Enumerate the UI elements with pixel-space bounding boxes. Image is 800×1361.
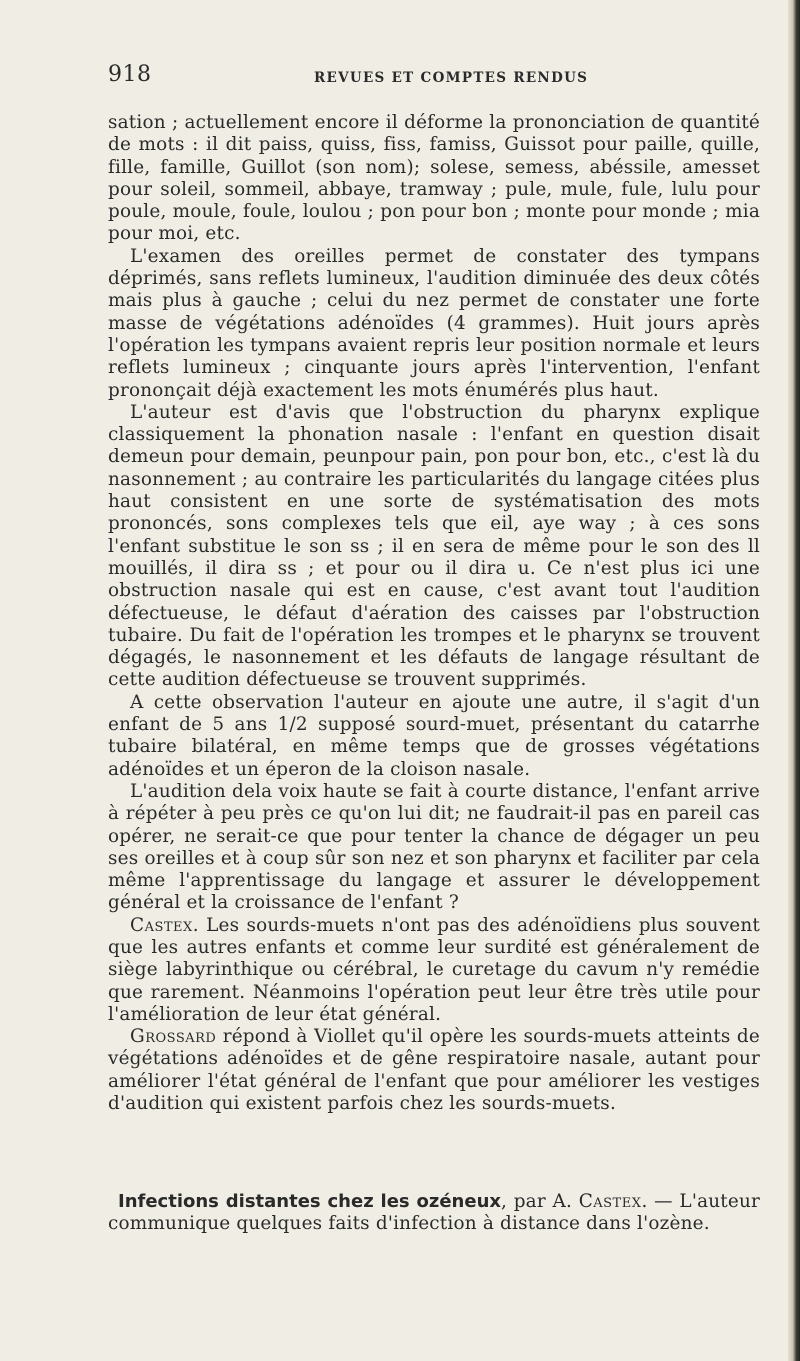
- running-head: REVUES ET COMPTES RENDUS: [314, 70, 589, 86]
- article-body: [108, 112, 760, 1115]
- section-title: Infections distantes chez les ozéneux: [118, 1191, 502, 1212]
- page-edge: [788, 0, 800, 1361]
- page-number: 918: [108, 62, 152, 87]
- discussion-paragraph: [108, 915, 760, 1026]
- section-text: . — L'auteur communique quelques faits d'infection à distance dans l'ozène.: [108, 1191, 760, 1235]
- speaker-name: Castex: [130, 914, 193, 936]
- paragraph: L'auteur est d'avis que l'obstruction du pharynx explique classiquement la phonation nasale : l'enfant en question disait demeun pour demain, peunpour pain, pon pour bon, etc., c'est là du nasonnement ; au contraire les particularités du langage citées plus haut consistent en une sorte de systématisation des mots prononcés, sons complexes tels que eil, aye way ; à ces sons l'enfant substitue le son ss ; il en sera de même pour le son des ll mouillés, il dira ss ; et pour ou il dira u. Ce n'est plus ici une obstruction nasale qui est en cause, c'est avant tout l'audition défectueuse, le défaut d'aération des caisses par l'obstruction tubaire. Du fait de l'opération les trompes et le pharynx se trouvent dégagés, le nasonnement et les défauts de langage résultant de cette audition défectueuse se trouvent supprimés.: [108, 401, 760, 691]
- section-author: Castex: [578, 1191, 642, 1212]
- discussion-text: répond à Viollet qu'il opère les sourds-muets atteints de végétations adénoïdes et de gêne respiratoire nasale, autant pour améliorer l'état général de l'enfant que pour améliorer les vestiges d'audition qui existent parfois chez les sourds-muets.: [108, 1026, 760, 1115]
- paragraph: L'examen des oreilles permet de constater des tympans déprimés, sans reflets lumineux, l'audition diminuée des deux côtés mais plus à gauche ; celui du nez permet de constater une forte masse de végétations adénoïdes (4 grammes). Huit jours après l'opération les tympans avaient repris leur position normale et leurs reflets lumineux ; cinquante jours après l'intervention, l'enfant prononçait déjà exactement les mots énumérés plus haut.: [108, 245, 760, 401]
- discussion-text: . Les sourds-muets n'ont pas des adénoïdiens plus souvent que les autres enfants et comme leur surdité est généralement de siège labyrinthique ou cérébral, le curetage du cavum n'y remédie que rarement. Néanmoins l'opération peut leur être très utile pour l'amélioration de leur état général.: [108, 914, 760, 1025]
- speaker-name: Grossard: [130, 1026, 217, 1048]
- section-paragraph: [108, 1191, 760, 1236]
- abstract-section: [108, 1191, 760, 1236]
- paragraph: L'audition dela voix haute se fait à courte distance, l'enfant arrive à répéter à peu près ce qu'on lui dit; ne faudrait-il pas en pareil cas opérer, ne serait-ce que pour tenter la chance de dégager un peu ses oreilles et à coup sûr son nez et son pharynx et faciliter par cela même l'apprentissage du langage et assurer le développement général et la croissance de l'enfant ?: [108, 780, 760, 914]
- section-by: , par A.: [501, 1191, 579, 1212]
- paragraph: sation ; actuellement encore il déforme la prononciation de quantité de mots : il dit paiss, quiss, fiss, famiss, Guissot pour paille, quille, fille, famille, Guillot (son nom); solese, semess, abéssile, amesset pour soleil, sommeil, abbaye, tramway ; pule, mule, fule, lulu pour poule, moule, foule, loulou ; pon pour bon ; monte pour monde ; mia pour moi, etc.: [108, 112, 760, 245]
- paragraph: A cette observation l'auteur en ajoute une autre, il s'agit d'un enfant de 5 ans 1/2 supposé sourd-muet, présentant du catarrhe tubaire bilatéral, en même temps que de grosses végétations adénoïdes et un éperon de la cloison nasale.: [108, 691, 760, 780]
- discussion-paragraph: [108, 1026, 760, 1115]
- page-header: [108, 62, 768, 92]
